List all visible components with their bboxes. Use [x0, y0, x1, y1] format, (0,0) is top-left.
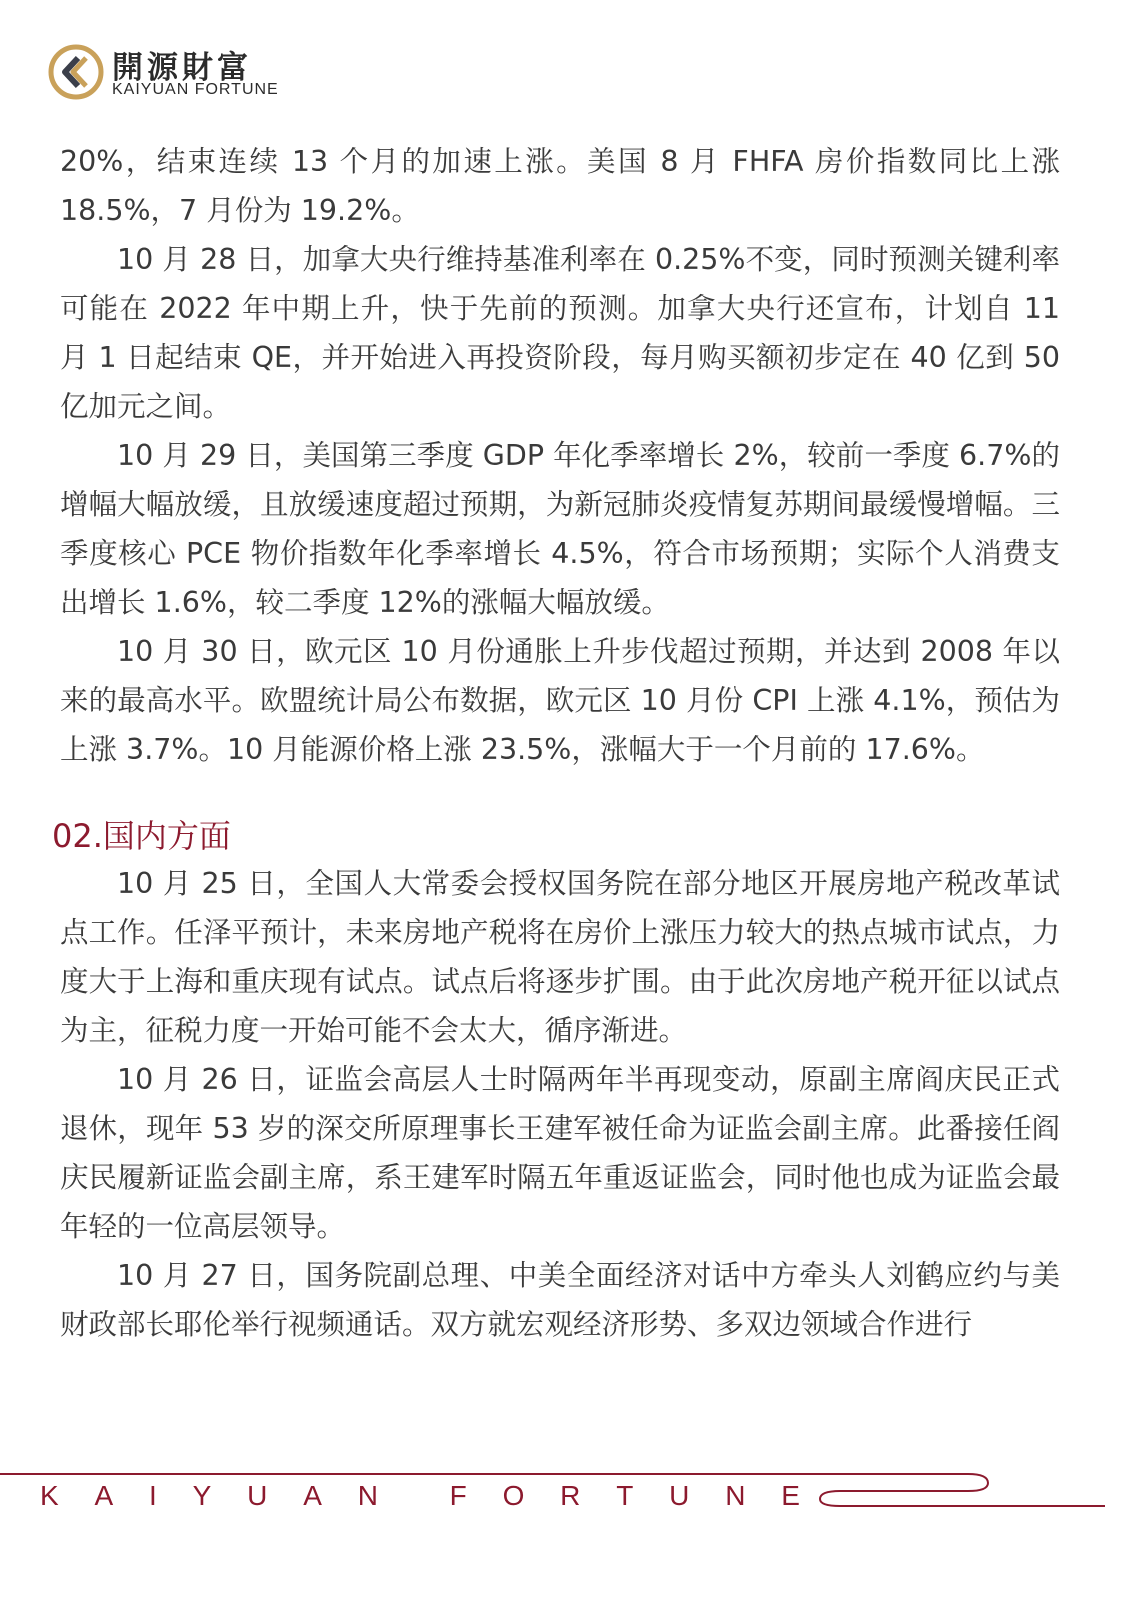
footer-letter: N — [725, 1480, 746, 1511]
paragraph-canada-rates: 10 月 28 日，加拿大央行维持基准利率在 0.25%不变，同时预测关键利率可能在 2022 年中期上升，快于先前的预测。加拿大央行还宣布，计划自 11 月 1 日起结束 QE，并开始进入再投资阶段，每月购买额初步定在 40 亿到 50 亿加元之间。 — [60, 243, 1060, 423]
footer-letter: R — [560, 1480, 581, 1511]
page-header — [48, 40, 448, 100]
paragraph-us-gdp: 10 月 29 日，美国第三季度 GDP 年化季率增长 2%，较前一季度 6.7%的增幅大幅放缓，且放缓速度超过预期，为新冠肺炎疫情复苏期间最缓慢增幅。三季度核心 PCE 物价指数年化季率增长 4.5%，符合市场预期；实际个人消费支出增长 1.6%，较二季度 12%的涨幅大幅放缓。 — [60, 439, 1060, 619]
paragraph-csrc-personnel: 10 月 26 日，证监会高层人士时隔两年半再现变动，原副主席阎庆民正式退休，现年 53 岁的深交所原理事长王建军被任命为证监会副主席。此番接任阎庆民履新证监会副主席，系王建军时隔五年重返证监会，同时他也成为证监会最年轻的一位高层领导。 — [60, 1063, 1060, 1243]
footer-letter: U — [247, 1480, 268, 1511]
footer-letter: Y — [192, 1480, 212, 1511]
footer-letter: A — [94, 1480, 114, 1511]
footer-letter: T — [616, 1480, 634, 1511]
footer-wordmark — [40, 1480, 800, 1512]
footer-letter: E — [781, 1480, 800, 1511]
paragraph-property-tax: 10 月 25 日，全国人大常委会授权国务院在部分地区开展房地产税改革试点工作。任泽平预计，未来房地产税将在房价上涨压力较大的热点城市试点，力度大于上海和重庆现有试点。试点后将逐步扩围。由于此次房地产税开征以试点为主，征税力度一开始可能不会太大，循序渐进。 — [60, 867, 1060, 1047]
logo-chinese-name: 開源財富 — [112, 50, 252, 86]
footer-letter: I — [149, 1480, 157, 1511]
kaiyuan-logo-icon — [48, 44, 104, 100]
footer-letter: A — [303, 1480, 322, 1511]
footer-letter: K — [40, 1480, 59, 1511]
paragraph-us-housing: 20%，结束连续 13 个月的加速上涨。美国 8 月 FHFA 房价指数同比上涨 18.5%，7 月份为 19.2%。 — [60, 145, 1060, 227]
footer-letter: N — [357, 1480, 378, 1511]
paragraph-eurozone-inflation: 10 月 30 日，欧元区 10 月份通胀上升步伐超过预期，并达到 2008 年以来的最高水平。欧盟统计局公布数据，欧元区 10 月份 CPI 上涨 4.1%，预估为上涨 3.7%。10 月能源价格上涨 23.5%，涨幅大于一个月前的 17.6%。 — [60, 635, 1060, 766]
document-body — [52, 137, 1060, 1349]
footer-letter: U — [669, 1480, 690, 1511]
page-footer — [0, 1466, 1130, 1546]
footer-letter: F — [449, 1480, 467, 1511]
footer-letter: O — [502, 1480, 525, 1511]
section-title-domestic: 02.国内方面 — [52, 817, 231, 855]
paragraph-us-china-call: 10 月 27 日，国务院副总理、中美全面经济对话中方牵头人刘鹤应约与美财政部长耶伦举行视频通话。双方就宏观经济形势、多双边领域合作进行 — [60, 1259, 1060, 1341]
logo-english-name: KAIYUAN FORTUNE — [112, 81, 279, 98]
